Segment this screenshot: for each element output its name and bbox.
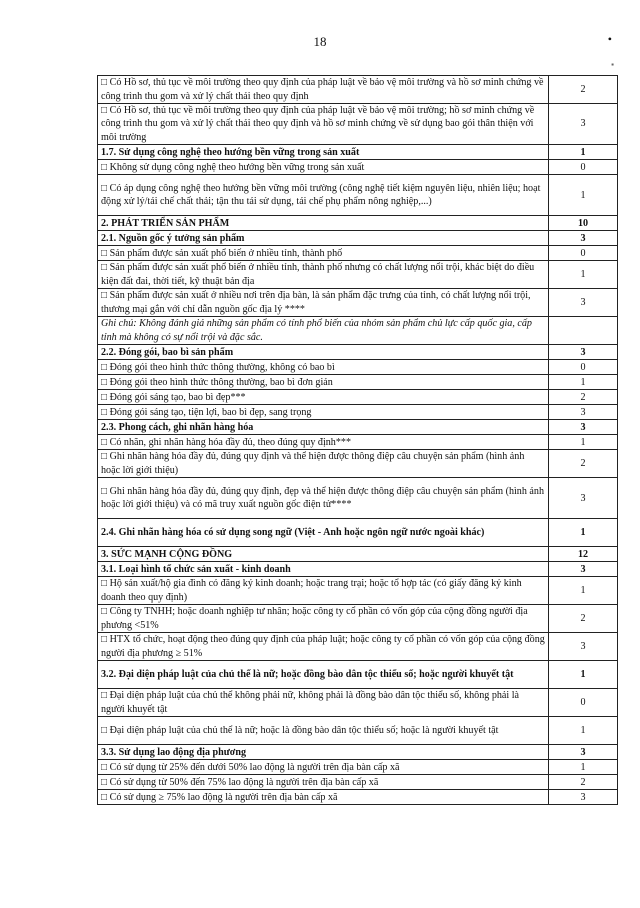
criteria-text: 1.7. Sử dụng công nghệ theo hướng bền vững trong sản xuất [98, 145, 549, 160]
criteria-text: □ Đóng gói sáng tạo, bao bì đẹp*** [98, 390, 549, 405]
criteria-option-row [98, 633, 618, 661]
criteria-option-row [98, 689, 618, 717]
score-cell: 1 [549, 760, 618, 775]
criteria-text: □ Ghi nhãn hàng hóa đầy đủ, đúng quy định, đẹp và thể hiện được thông điệp câu chuyện sản phẩm (hình ảnh hoặc lời giới thiệu) và có mã truy xuất nguồn gốc điện tử**** [98, 478, 549, 519]
criteria-text: □ Có Hồ sơ, thủ tục về môi trường theo quy định của pháp luật về bảo vệ môi trường; hồ sơ minh chứng về công trình thu gom và xử lý chất thải theo quy định và hồ sơ minh chứng về sử dụng bao gói thân thiện với môi trường [98, 104, 549, 145]
section-header-row [98, 216, 618, 231]
criteria-heading-row [98, 145, 618, 160]
criteria-text: □ Sản phẩm được sản xuất phổ biến ở nhiều tỉnh, thành phố nhưng có chất lượng nổi trội, khác biệt do điều kiện đất đai, thời tiết, kỹ thuật bản địa [98, 261, 549, 289]
criteria-text: □ Có nhãn, ghi nhãn hàng hóa đầy đủ, theo đúng quy định*** [98, 435, 549, 450]
score-cell: 1 [549, 435, 618, 450]
criteria-option-row [98, 605, 618, 633]
score-cell: 3 [549, 420, 618, 435]
score-cell: 1 [549, 145, 618, 160]
criteria-heading-row [98, 661, 618, 689]
score-cell: 1 [549, 375, 618, 390]
criteria-text: 3.1. Loại hình tổ chức sản xuất - kinh doanh [98, 562, 549, 577]
criteria-option-row [98, 360, 618, 375]
criteria-text: □ Có Hồ sơ, thủ tục về môi trường theo quy định của pháp luật về bảo vệ môi trường và hồ sơ minh chứng về công trình thu gom và xử lý chất thải theo quy định [98, 76, 549, 104]
score-cell: 3 [549, 345, 618, 360]
score-cell: 1 [549, 175, 618, 216]
criteria-option-row [98, 435, 618, 450]
criteria-heading-row [98, 562, 618, 577]
criteria-text: 2.1. Nguồn gốc ý tưởng sản phẩm [98, 231, 549, 246]
criteria-text: □ Sản phẩm được sản xuất phổ biến ở nhiều tỉnh, thành phố [98, 246, 549, 261]
score-cell [549, 317, 618, 345]
criteria-text: 3.2. Đại diện pháp luật của chủ thể là nữ; hoặc đồng bào dân tộc thiểu số; hoặc người khuyết tật [98, 661, 549, 689]
criteria-option-row [98, 775, 618, 790]
note-row [98, 317, 618, 345]
criteria-option-row [98, 76, 618, 104]
score-cell: 0 [549, 689, 618, 717]
criteria-text: □ Đóng gói sáng tạo, tiện lợi, bao bì đẹp, sang trọng [98, 405, 549, 420]
score-cell: 10 [549, 216, 618, 231]
criteria-text: □ Đại diện pháp luật của chủ thể không phải nữ, không phải là đồng bào dân tộc thiểu số, không phải là người khuyết tật [98, 689, 549, 717]
score-cell: 3 [549, 231, 618, 246]
score-cell: 1 [549, 261, 618, 289]
score-cell: 2 [549, 775, 618, 790]
criteria-text: 3.3. Sử dụng lao động địa phương [98, 745, 549, 760]
scoring-table [97, 75, 618, 805]
score-cell: 1 [549, 717, 618, 745]
score-cell: 2 [549, 605, 618, 633]
score-cell: 0 [549, 160, 618, 175]
criteria-text: 2.2. Đóng gói, bao bì sản phẩm [98, 345, 549, 360]
score-cell: 0 [549, 360, 618, 375]
score-cell: 1 [549, 519, 618, 547]
criteria-text: □ Có áp dụng công nghệ theo hướng bền vững môi trường (công nghệ tiết kiệm nguyên liệu, nhiên liệu; hoạt động xử lý/tái chế chất thải; tận thu tái sử dụng, tái chế phụ phẩm nông nghiệp,...) [98, 175, 549, 216]
score-cell: 2 [549, 76, 618, 104]
score-cell: 1 [549, 661, 618, 689]
score-cell: 3 [549, 405, 618, 420]
score-cell: 3 [549, 562, 618, 577]
criteria-option-row [98, 717, 618, 745]
score-cell: 3 [549, 790, 618, 805]
criteria-option-row [98, 790, 618, 805]
criteria-text: Ghi chú: Không đánh giá những sản phẩm có tính phổ biến của nhóm sản phẩm chủ lực cấp quốc gia, cấp tỉnh mà không có sự nổi trội và đặc sắc. [98, 317, 549, 345]
criteria-text: □ Đại diện pháp luật của chủ thể là nữ; hoặc là đồng bào dân tộc thiểu số; hoặc là người khuyết tật [98, 717, 549, 745]
criteria-option-row [98, 289, 618, 317]
criteria-option-row [98, 261, 618, 289]
criteria-option-row [98, 375, 618, 390]
criteria-text: □ Đóng gói theo hình thức thông thường, không có bao bì [98, 360, 549, 375]
criteria-option-row [98, 577, 618, 605]
criteria-option-row [98, 175, 618, 216]
criteria-text: □ Sản phẩm được sản xuất ở nhiều nơi trên địa bàn, là sản phẩm đặc trưng của tỉnh, có chất lượng nổi trội, thương mại gắn với chỉ dẫn nguồn gốc địa lý **** [98, 289, 549, 317]
criteria-option-row [98, 390, 618, 405]
corner-dot: • [607, 32, 612, 46]
criteria-text: □ HTX tổ chức, hoạt động theo đúng quy định của pháp luật; hoặc công ty cổ phần có vốn góp của cộng đồng người địa phương ≥ 51% [98, 633, 549, 661]
criteria-text: □ Đóng gói theo hình thức thông thường, bao bì đơn giản [98, 375, 549, 390]
criteria-text: □ Công ty TNHH; hoặc doanh nghiệp tư nhân; hoặc công ty cổ phần có vốn góp của cộng đồng người địa phương <51% [98, 605, 549, 633]
criteria-heading-row [98, 420, 618, 435]
score-cell: 0 [549, 246, 618, 261]
criteria-text: □ Hộ sản xuất/hộ gia đình có đăng ký kinh doanh; hoặc trang trại; hoặc tổ hợp tác (có giấy đăng ký kinh doanh theo quy định) [98, 577, 549, 605]
criteria-heading-row [98, 519, 618, 547]
scoring-table-body [98, 76, 618, 805]
score-cell: 12 [549, 547, 618, 562]
criteria-text: □ Có sử dụng từ 25% đến dưới 50% lao động là người trên địa bàn cấp xã [98, 760, 549, 775]
criteria-option-row [98, 450, 618, 478]
score-cell: 3 [549, 478, 618, 519]
section-header-row [98, 547, 618, 562]
criteria-text: 2.3. Phong cách, ghi nhãn hàng hóa [98, 420, 549, 435]
criteria-text: □ Ghi nhãn hàng hóa đầy đủ, đúng quy định và thể hiện được thông điệp câu chuyện sản phẩm (hình ảnh hoặc lời giới thiệu) [98, 450, 549, 478]
criteria-text: 2.4. Ghi nhãn hàng hóa có sử dụng song ngữ (Việt - Anh hoặc ngôn ngữ nước ngoài khác) [98, 519, 549, 547]
score-cell: 3 [549, 633, 618, 661]
score-cell: 2 [549, 390, 618, 405]
criteria-option-row [98, 246, 618, 261]
criteria-heading-row [98, 345, 618, 360]
score-cell: 1 [549, 577, 618, 605]
criteria-option-row [98, 760, 618, 775]
page-number: 18 [313, 34, 327, 49]
criteria-text: 2. PHÁT TRIỂN SẢN PHẨM [98, 216, 549, 231]
criteria-text: 3. SỨC MẠNH CỘNG ĐỒNG [98, 547, 549, 562]
criteria-option-row [98, 478, 618, 519]
criteria-option-row [98, 104, 618, 145]
criteria-option-row [98, 160, 618, 175]
corner-mark: ▪ [611, 60, 614, 69]
criteria-text: □ Có sử dụng từ 50% đến 75% lao động là người trên địa bàn cấp xã [98, 775, 549, 790]
criteria-text: □ Không sử dụng công nghệ theo hướng bền vững trong sản xuất [98, 160, 549, 175]
criteria-text: □ Có sử dụng ≥ 75% lao động là người trên địa bàn cấp xã [98, 790, 549, 805]
score-cell: 2 [549, 450, 618, 478]
score-cell: 3 [549, 745, 618, 760]
score-cell: 3 [549, 104, 618, 145]
criteria-heading-row [98, 745, 618, 760]
score-cell: 3 [549, 289, 618, 317]
criteria-heading-row [98, 231, 618, 246]
criteria-option-row [98, 405, 618, 420]
